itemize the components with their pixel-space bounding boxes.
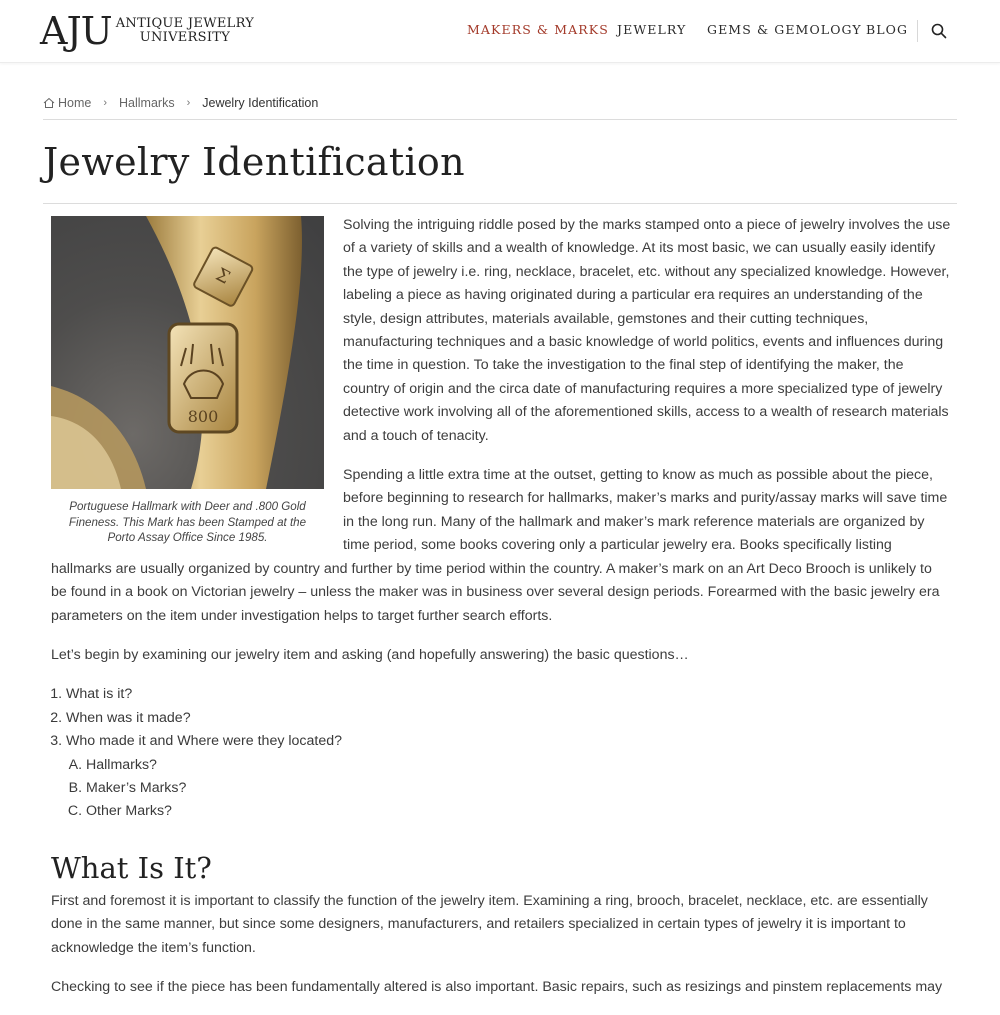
search-icon[interactable] [931, 23, 947, 39]
page-title: Jewelry Identification [43, 140, 465, 184]
divider [43, 119, 957, 120]
breadcrumb-home[interactable]: Home [58, 96, 92, 110]
site-header [0, 0, 1000, 63]
logo-mark: AJU [40, 9, 112, 53]
chevron-right-icon: › [186, 97, 191, 109]
site-logo[interactable] [40, 11, 254, 51]
breadcrumb-hallmarks[interactable]: Hallmarks [119, 96, 175, 110]
nav-blog[interactable]: BLOG [866, 22, 909, 37]
list-item: 2. When was it made? [66, 707, 951, 730]
nav-gems-gemology[interactable]: GEMS & GEMOLOGY [707, 22, 862, 37]
hallmark-figure [51, 216, 324, 546]
svg-text:Σ: Σ [212, 264, 234, 289]
article-content [51, 214, 951, 1015]
paragraph: First and foremost it is important to classify the function of the jewelry item. Examining a ring, brooch, bracelet, necklace, etc. are essentially done in the same manner, but since some designers, manufacturers, and retailers specialized in certain types of jewelry it is important to acknowledge the item’s function. [51, 892, 928, 956]
paragraph: Let’s begin by examining our jewelry item and asking (and hopefully answering) the basic questions… [51, 646, 689, 663]
home-icon [43, 97, 55, 109]
list-item [66, 730, 951, 824]
list-item: A. Hallmarks? [86, 754, 951, 777]
paragraph: Solving the intriguing riddle posed by the marks stamped onto a piece of jewelry involves the use of a variety of skills and a wealth of knowledge. At its most basic, we can usually easily identify the type of jewelry i.e. ring, necklace, bracelet, etc. without any specialized knowledge. However, labeling a piece as having originated during a particular era requires an understanding of the style, design attributes, materials available, gemstones and their cutting techniques, manufacturing techniques and a basic knowledge of world politics, events and influences during the time in question. To take the investigation to the final step of identifying the maker, the country of origin and the circa date of manufacturing requires a more specialized type of jewelry detective work involving all of the aforementioned skills, access to a wealth of research materials and a touch of tenacity. [343, 217, 951, 444]
list-item: B. Maker’s Marks? [86, 777, 951, 800]
logo-text [116, 17, 254, 45]
questions-list [51, 683, 951, 823]
list-item: 1. What is it? [66, 683, 951, 706]
logo-line-2: UNIVERSITY [139, 30, 231, 45]
sub-questions-list [66, 754, 951, 824]
paragraph: Checking to see if the piece has been fundamentally altered is also important. Basic repairs, such as resizings and pinstem replacements may [51, 978, 943, 995]
list-item: C. Other Marks? [86, 800, 951, 823]
figure-caption: Portuguese Hallmark with Deer and .800 Gold Fineness. This Mark has been Stamped at the Porto Assay Office Since 1985. [68, 500, 307, 544]
section-title: What Is It? [51, 850, 212, 885]
logo-line-1: ANTIQUE JEWELRY [115, 16, 255, 31]
hallmark-photo[interactable] [51, 216, 324, 489]
nav-jewelry[interactable]: JEWELRY [617, 22, 687, 37]
list-item-text: Who made it and Where were they located? [66, 733, 343, 750]
ring-hallmark-image [51, 216, 324, 489]
nav-divider [917, 20, 918, 42]
breadcrumb [43, 94, 318, 112]
divider [43, 203, 957, 204]
nav-makers-marks[interactable]: MAKERS & MARKS [467, 22, 609, 37]
breadcrumb-current: Jewelry Identification [202, 96, 319, 110]
chevron-right-icon: › [103, 97, 108, 109]
paragraph: Spending a little extra time at the outset, getting to know as much as possible about the piece, before beginning to research for hallmarks, maker’s marks and purity/assay marks will save time in the long run. Many of the hallmark and maker’s mark reference materials are organized by time period, some books covering only a particular jewelry era. Books specifically listing hallmarks are usually organized by country and further by time period within the country. A maker’s mark on an Art Deco Brooch is unlikely to be found in a book on Victorian jewelry – unless the maker was in business over several design periods. Forearmed with the basic jewelry era parameters on the item under investigation helps to target further search efforts. [51, 467, 948, 624]
photo-mark-text: 800 [187, 407, 219, 426]
